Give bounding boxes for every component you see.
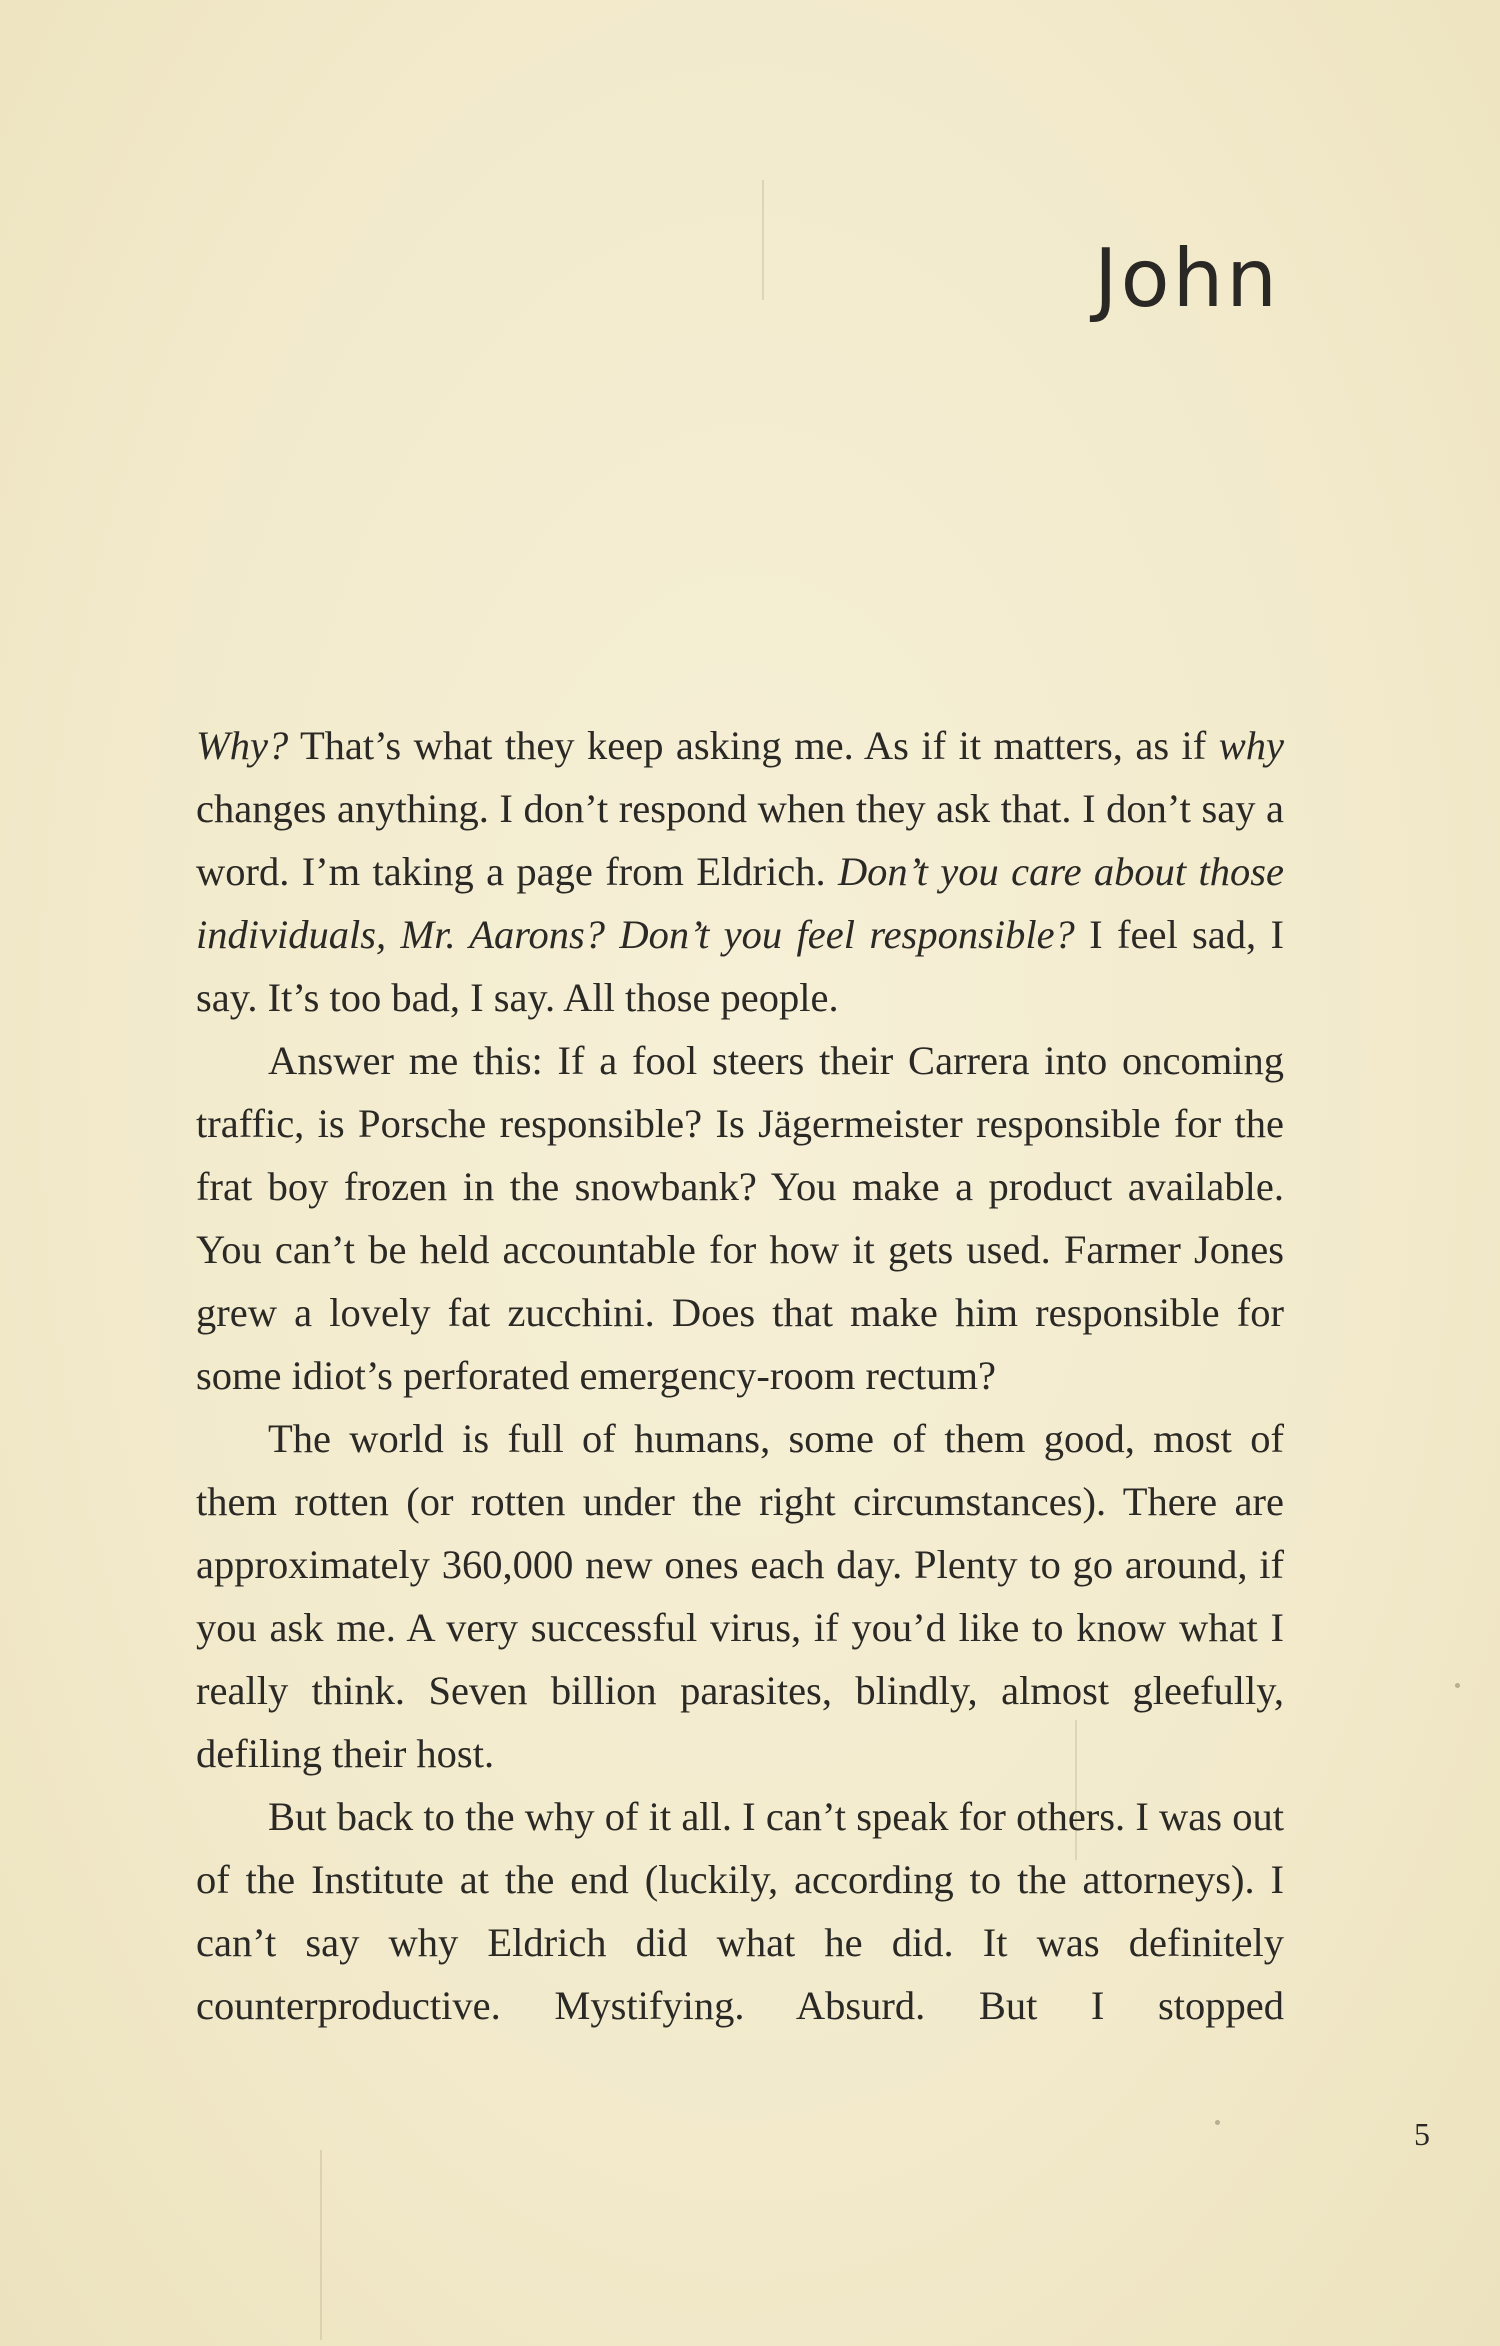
- italic-question: Don’t you care about those individuals, Mr. Aarons? Don’t you feel responsible?: [196, 849, 1284, 957]
- paragraph-4: But back to the why of it all. I can’t speak for others. I was out of the Institute at the end (luckily, according to the attorneys). I can’t say why Eldrich did what he did. It was definitely counterproductive. Mystifying. Absurd. But I stopped: [196, 1794, 1284, 2028]
- body-text: [196, 714, 1284, 2037]
- page-number: 5: [1414, 2116, 1430, 2152]
- chapter-title: John: [1094, 232, 1280, 325]
- paragraph-3: The world is full of humans, some of them good, most of them rotten (or rotten under the right circumstances). There are approximately 360,000 new ones each day. Plenty to go around, if you ask me. A very successful virus, if you’d like to know what I really think. Seven billion parasites, blindly, almost gleefully, defiling their host.: [196, 1416, 1284, 1776]
- italic-why-lower: why: [1218, 723, 1284, 768]
- paragraph-2: Answer me this: If a fool steers their Carrera into oncoming traffic, is Porsche responsible? Is Jägermeister responsible for the frat boy frozen in the snowbank? You make a product available. You can’t be held accountable for how it gets used. Farmer Jones grew a lovely fat zucchini. Does that make him responsible for some idiot’s perforated emergency-room rectum?: [196, 1038, 1284, 1398]
- paper-speck: [1455, 1683, 1460, 1688]
- paper-crease: [320, 2150, 322, 2340]
- paper-crease: [762, 180, 764, 300]
- text-run: That’s what they keep asking me. As if it matters, as if: [288, 723, 1219, 768]
- paragraph-1: [196, 714, 1284, 1029]
- paper-speck: [1215, 2120, 1220, 2125]
- text-run: I feel sad, I say. It’s too bad, I say. All those people.: [196, 912, 1284, 1020]
- italic-why: Why?: [196, 723, 289, 768]
- text-run: changes anything. I don’t respond when they ask that. I don’t say a word. I’m taking a page from Eldrich.: [196, 786, 1284, 894]
